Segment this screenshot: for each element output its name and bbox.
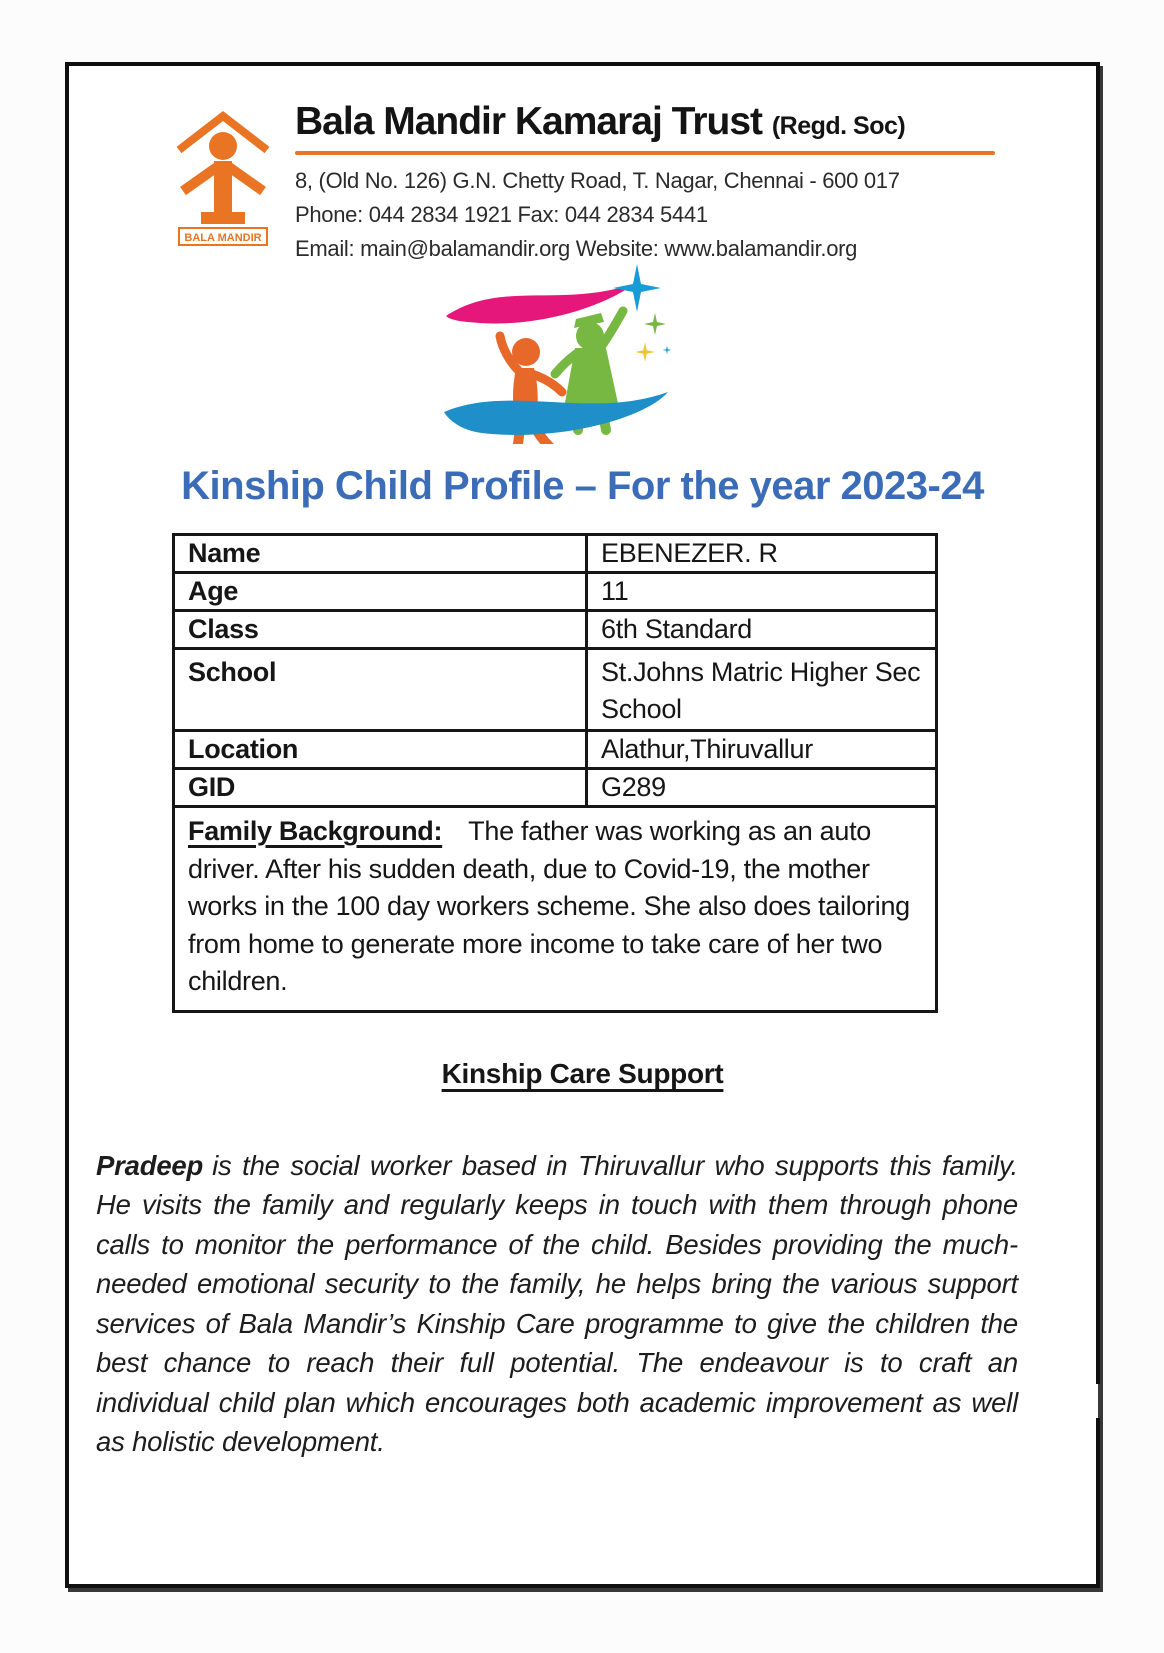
row-value: St.Johns Matric Higher Sec School — [587, 649, 937, 731]
org-name — [295, 100, 1011, 144]
children-stars-logo — [440, 252, 672, 444]
row-value: 11 — [587, 573, 937, 611]
table-row-location — [174, 731, 937, 769]
row-value: G289 — [587, 769, 937, 807]
org-name-text: Bala Mandir Kamaraj Trust — [295, 100, 762, 143]
row-label: Class — [174, 611, 587, 649]
table-row-school — [174, 649, 937, 731]
support-paragraph — [96, 1146, 1018, 1462]
family-background-label: Family Background: — [188, 816, 443, 846]
row-label: Location — [174, 731, 587, 769]
row-label: GID — [174, 769, 587, 807]
document-page — [65, 62, 1100, 1588]
scan-artifact — [1093, 1384, 1100, 1418]
row-value: EBENEZER. R — [587, 535, 937, 573]
row-label: Name — [174, 535, 587, 573]
table-row-name — [174, 535, 937, 573]
social-worker-name: Pradeep — [96, 1149, 204, 1181]
row-value: Alathur,Thiruvallur — [587, 731, 937, 769]
org-phone-fax: Phone: 044 2834 1921 Fax: 044 2834 5441 — [295, 202, 708, 227]
row-label: Age — [174, 573, 587, 611]
table-row-family-background — [174, 807, 937, 1012]
bala-mandir-logo-icon — [173, 106, 273, 248]
page-title: Kinship Child Profile – For the year 2023-24 — [181, 464, 984, 508]
table-row-class — [174, 611, 937, 649]
logo-label: BALA MANDIR — [184, 232, 262, 244]
letterhead — [295, 100, 1011, 266]
row-value: 6th Standard — [587, 611, 937, 649]
row-label: School — [174, 649, 587, 731]
profile-table — [172, 533, 938, 1013]
table-row-gid — [174, 769, 937, 807]
header-divider — [295, 151, 995, 155]
family-background-text: The father was working as an auto driver. After his sudden death, due to Covid-19, the mother works in the 100 day workers scheme. She also does tailoring from home to generate more income to take care of her two children. — [188, 816, 910, 996]
section-heading: Kinship Care Support — [441, 1058, 724, 1089]
table-row-age — [174, 573, 937, 611]
support-paragraph-text: is the social worker based in Thiruvallur who supports this family. He visits the family and regularly keeps in touch with them through phone calls to monitor the performance of the child. Besides providing the much-needed emotional security to the family, he helps bring the various support services of Bala Mandir’s Kinship Care programme to give the children the best chance to reach their full potential. The endeavour is to craft an individual child plan which encourages both academic improvement as well as holistic development. — [96, 1149, 1018, 1457]
org-regd-text: (Regd. Soc) — [771, 112, 906, 140]
family-background-cell — [174, 807, 937, 1012]
org-email-website: Email: main@balamandir.org Website: www.balamandir.org — [295, 236, 858, 261]
org-address: 8, (Old No. 126) G.N. Chetty Road, T. Nagar, Chennai - 600 017 — [295, 168, 900, 193]
